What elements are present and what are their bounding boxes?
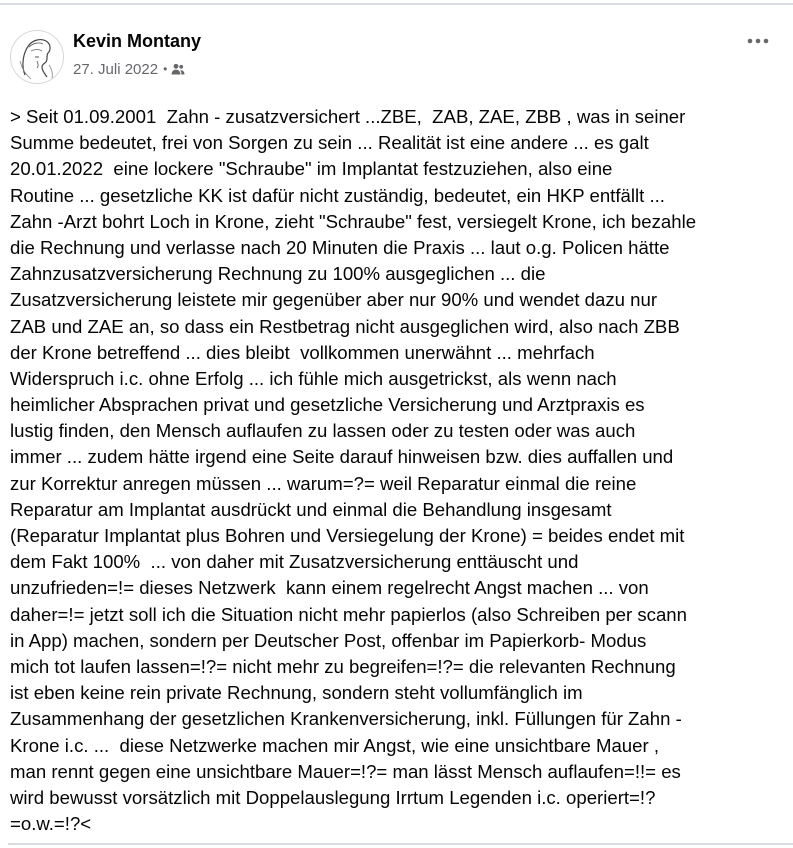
author-name[interactable]: Kevin Montany: [73, 31, 202, 51]
post-text-line: Summe bedeutet, frei von Sorgen zu sein ... Realität ist eine andere ... es galt: [10, 132, 649, 154]
post-text-line: Zahnzusatzversicherung Rechnung zu 100% ausgeglichen ... die: [10, 263, 546, 285]
post-text-line: Routine ... gesetzliche KK ist dafür nicht zuständig, bedeutet, ein HKP entfällt ...: [10, 184, 665, 206]
post-text-line: der Krone betreffend ... dies bleibt vollkommen unerwähnt ... mehrfach: [10, 341, 595, 363]
post-text-line: lustig finden, den Mensch auflaufen zu lassen oder zu testen oder was auch: [10, 420, 636, 442]
post-meta: [73, 59, 185, 79]
post-text-line: dem Fakt 100% ... von daher mit Zusatzversicherung enttäuscht und: [10, 551, 579, 573]
post-text-line: wird bewusst vorsätzlich mit Doppelauslegung Irrtum Legenden i.c. operiert=!?: [10, 786, 656, 808]
post-text-line: ZAB und ZAE an, so dass ein Restbetrag nicht ausgeglichen wird, also nach ZBB: [10, 315, 680, 337]
post-text-line: in App) machen, sondern per Deutscher Post, offenbar im Papierkorb- Modus: [10, 629, 647, 651]
post-date[interactable]: 27. Juli 2022: [73, 60, 159, 78]
post-text-line: ist eben keine rein private Rechnung, sondern steht vollumfänglich im: [10, 682, 583, 704]
post-text-line: Zahn -Arzt bohrt Loch in Krone, zieht "Schraube" fest, versiegelt Krone, ich bezahle: [10, 210, 697, 232]
bottom-divider: [8, 843, 793, 845]
post-text-line: =o.w.=!?<: [10, 813, 92, 835]
post-text-line: Zusammenhang der gesetzlichen Krankenversicherung, inkl. Füllungen für Zahn -: [10, 708, 682, 730]
post-text-line: daher=!= jetzt soll ich die Situation nicht mehr papierlos (also Schreiben per scann: [10, 603, 687, 625]
post-text-line: mich tot laufen lassen=!?= nicht mehr zu begreifen=!?= die relevanten Rechnung: [10, 655, 676, 677]
post-text-line: unzufrieden=!= dieses Netzwerk kann einem regelrecht Angst machen ... von: [10, 577, 649, 599]
avatar[interactable]: [10, 30, 64, 84]
post-text-line: Krone i.c. ... diese Netzwerke machen mir Angst, wie eine unsichtbare Mauer ,: [10, 734, 660, 756]
post-text-line: man rennt gegen eine unsichtbare Mauer=!?= man lässt Mensch auflaufen=!!= es: [10, 760, 681, 782]
post-text-line: die Rechnung und verlasse nach 20 Minuten die Praxis ... laut o.g. Policen hätte: [10, 236, 670, 258]
post-text-line: > Seit 01.09.2001 Zahn - zusatzversichert ...ZBE, ZAB, ZAE, ZBB , was in seiner: [10, 106, 686, 127]
more-options-icon: [747, 38, 769, 44]
post-text-line: heimlicher Absprachen privat und gesetzliche Versicherung und Arztpraxis es: [10, 394, 645, 416]
post-text-line: Zusatzversicherung leistete mir gegenüber aber nur 90% und wendet dazu nur: [10, 289, 658, 311]
post-header: [0, 0, 793, 100]
more-options-button[interactable]: [740, 30, 776, 52]
friends-icon[interactable]: [171, 62, 185, 76]
post-text-line: (Reparatur Implantat plus Bohren und Versiegelung der Krone) = beides endet mit: [10, 525, 685, 546]
post-text-line: immer ... zudem hätte irgend eine Seite darauf hinweisen bzw. dies auffallen und: [10, 446, 674, 468]
meta-separator: •: [163, 62, 168, 76]
post-text-line: 20.01.2022 eine lockere "Schraube" im Implantat festzuziehen, also eine: [10, 158, 613, 180]
post-text-line: Reparatur am Implantat ausdrückt und einmal die Behandlung insgesamt: [10, 498, 612, 520]
post-body: [10, 104, 785, 837]
post-text-line: zur Korrektur anregen müssen ... warum=?= weil Reparatur einmal die reine: [10, 472, 637, 494]
post-text-line: Widerspruch i.c. ohne Erfolg ... ich fühle mich ausgetrickst, als wenn nach: [10, 367, 617, 389]
